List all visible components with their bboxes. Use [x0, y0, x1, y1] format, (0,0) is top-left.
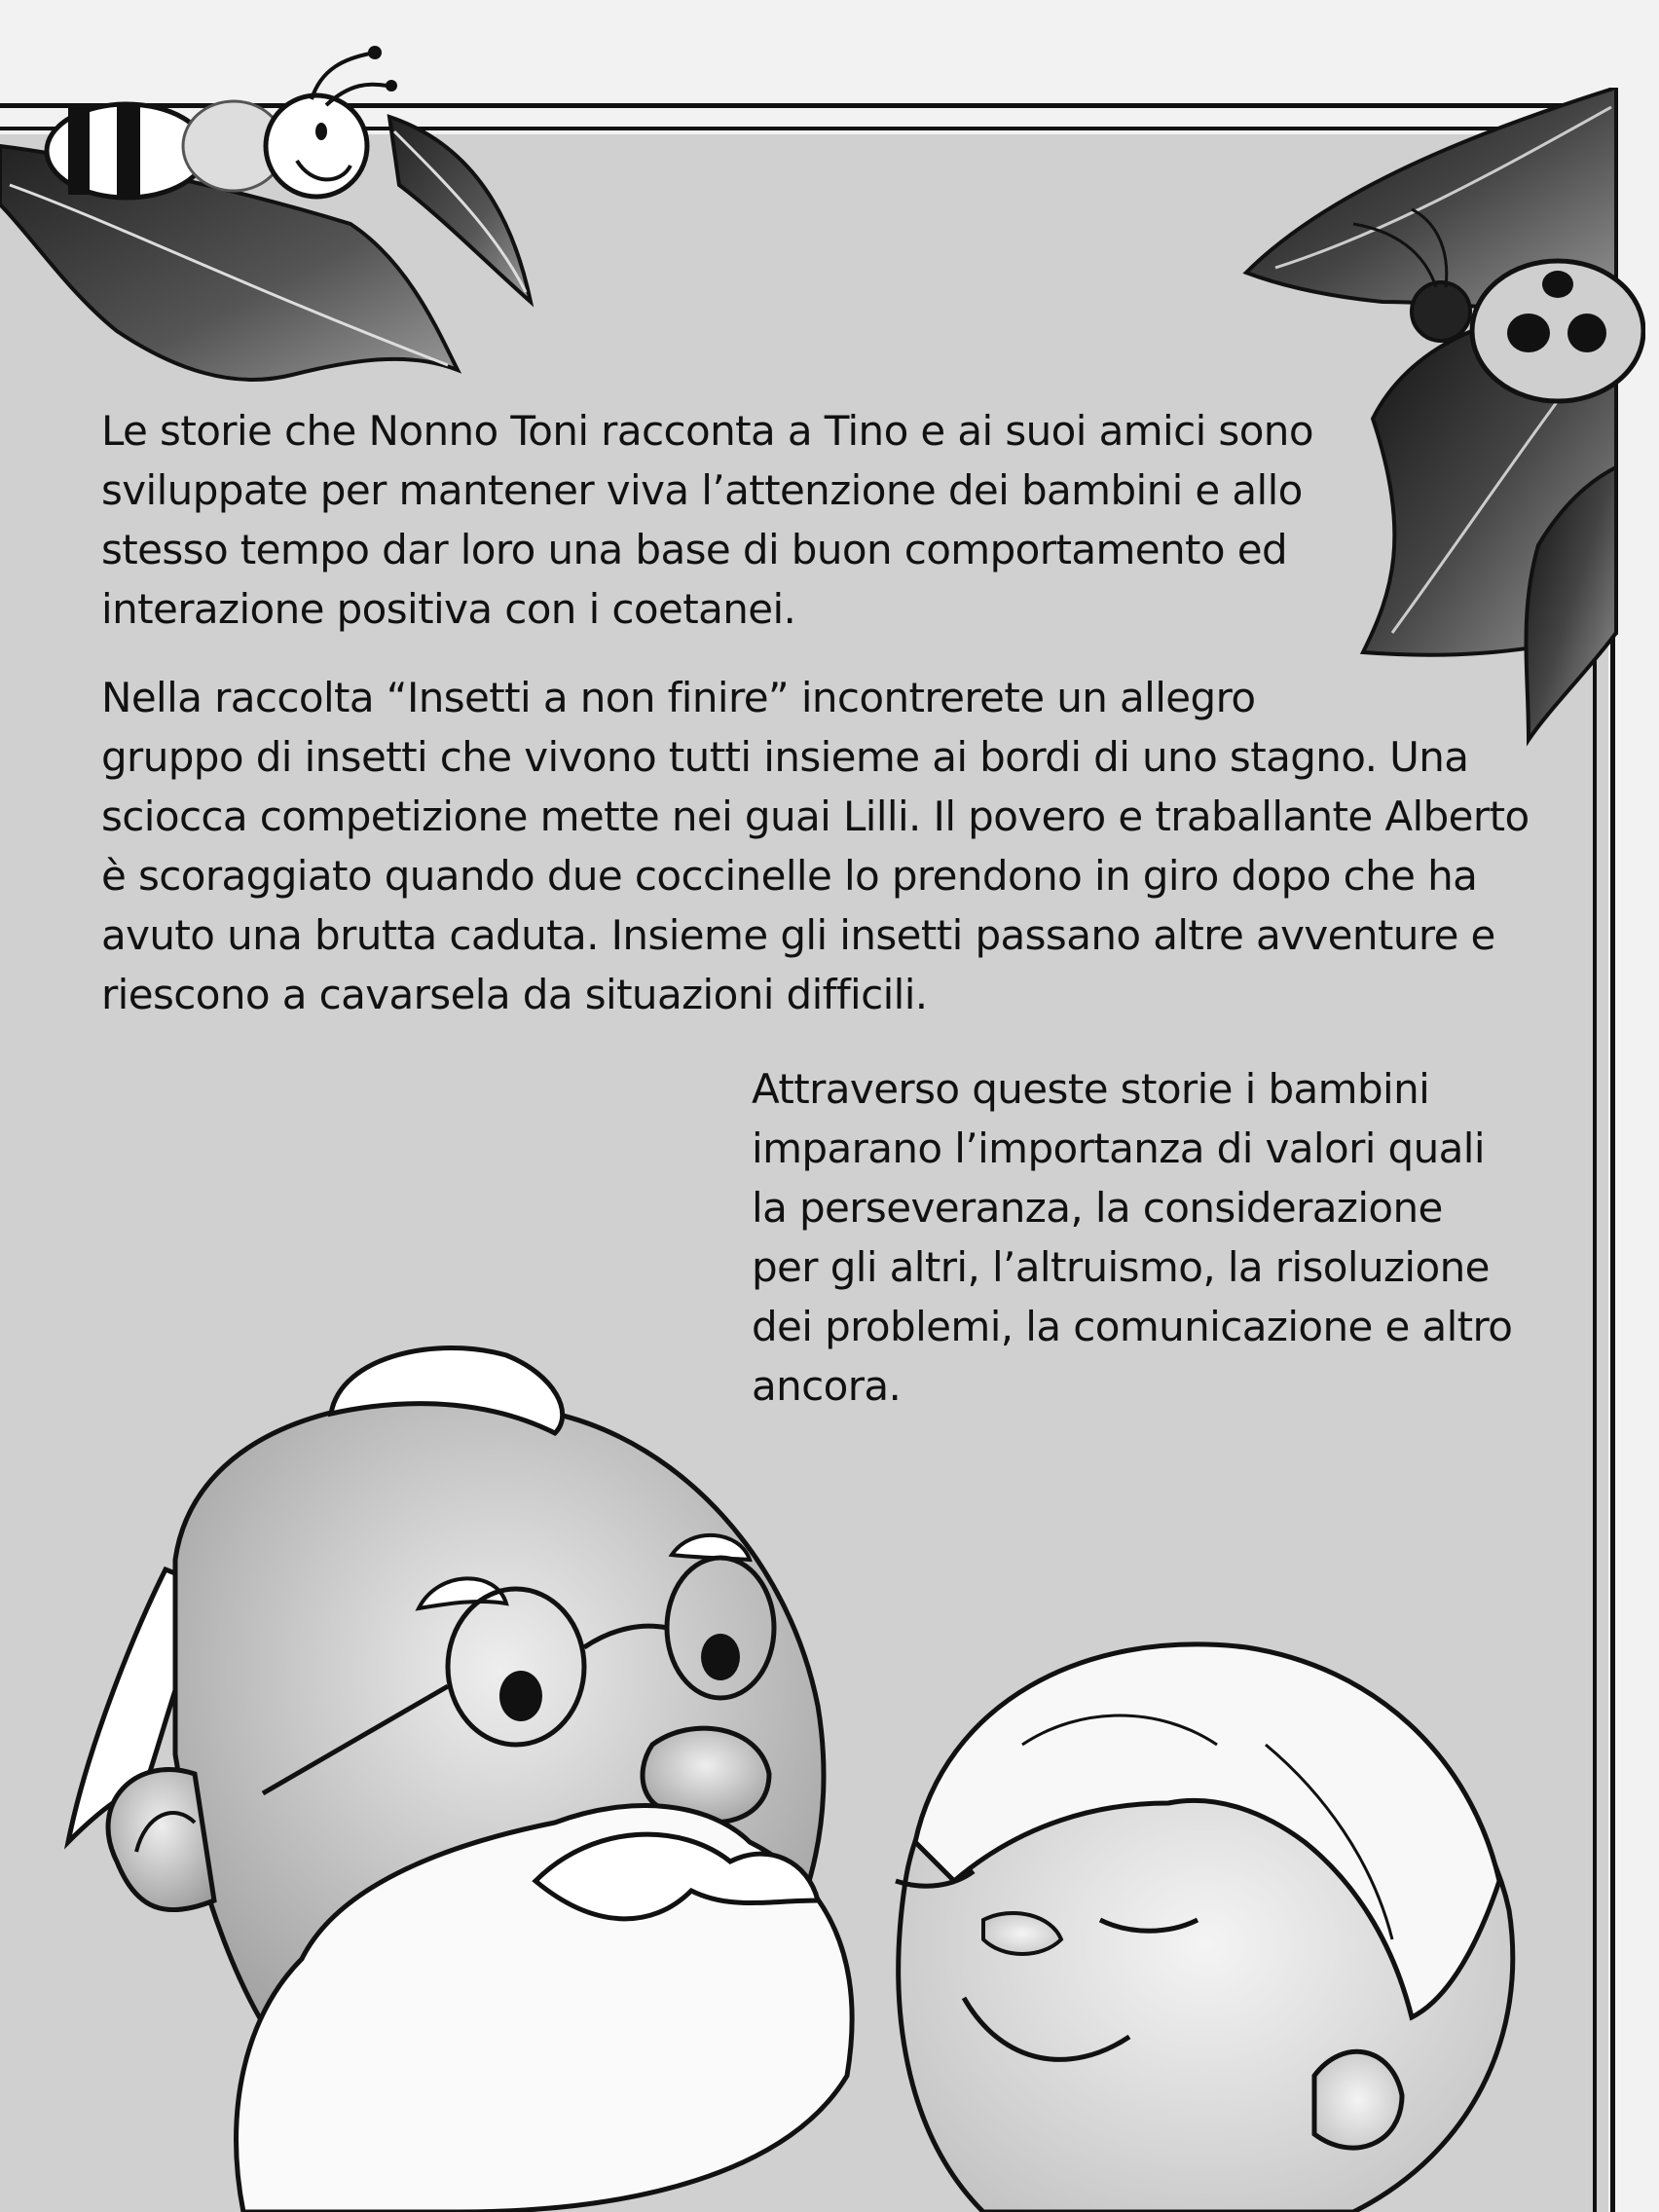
grandfather-and-child-illustration: [49, 1336, 1606, 2212]
grandfather-eye: [499, 1671, 542, 1721]
text-line: è scoraggiato quando due coccinelle lo prendono in giro dopo che ha: [101, 852, 1478, 900]
bee-on-leaf-illustration: [0, 39, 584, 448]
text-line: interazione positiva con i coetanei.: [101, 585, 796, 633]
child-ear: [1314, 2051, 1402, 2148]
text-line: stesso tempo dar loro una base di buon comportamento ed: [101, 526, 1288, 573]
text-line: avuto una brutta caduta. Insieme gli insetti passano altre avventure e: [101, 911, 1495, 959]
text-line: Attraverso queste storie i bambini: [752, 1065, 1430, 1113]
text-line: ancora.: [752, 1362, 902, 1410]
text-line: sviluppate per mantener viva l’attenzione dei bambini e allo: [101, 466, 1303, 514]
ladybug-spot: [1567, 313, 1606, 352]
text-line: riescono a cavarsela da situazioni difficili.: [101, 971, 928, 1018]
text-line: la perseveranza, la considerazione: [752, 1184, 1443, 1232]
ladybug-spot: [1507, 313, 1550, 352]
text-line: per gli altri, l’altruismo, la risoluzione: [752, 1243, 1490, 1291]
text-line: dei problemi, la comunicazione e altro: [752, 1303, 1513, 1350]
bee-stripe: [117, 103, 140, 199]
text-line: Nella raccolta “Insetti a non finire” incontrerete un allegro: [101, 674, 1256, 721]
intro-paragraph: [101, 401, 1386, 639]
bee-head: [266, 95, 367, 197]
collection-paragraph: [101, 668, 1581, 1024]
text-line: Le storie che Nonno Toni racconta a Tino e ai suoi amici sono: [101, 407, 1313, 455]
ladybug-spot: [1542, 271, 1573, 298]
grandfather-ear: [108, 1770, 214, 1910]
bee-stripe: [68, 107, 90, 195]
text-line: sciocca competizione mette nei guai Lilli. Il povero e traballante Alberto: [101, 793, 1530, 840]
text-line: gruppo di insetti che vivono tutti insieme ai bordi di uno stagno. Una: [101, 733, 1469, 781]
bee-eye: [315, 123, 327, 140]
ladybug-head: [1412, 282, 1470, 341]
text-line: imparano l’importanza di valori quali: [752, 1124, 1485, 1172]
leaf-shape-small: [389, 117, 531, 302]
grandfather-eye: [701, 1634, 740, 1680]
